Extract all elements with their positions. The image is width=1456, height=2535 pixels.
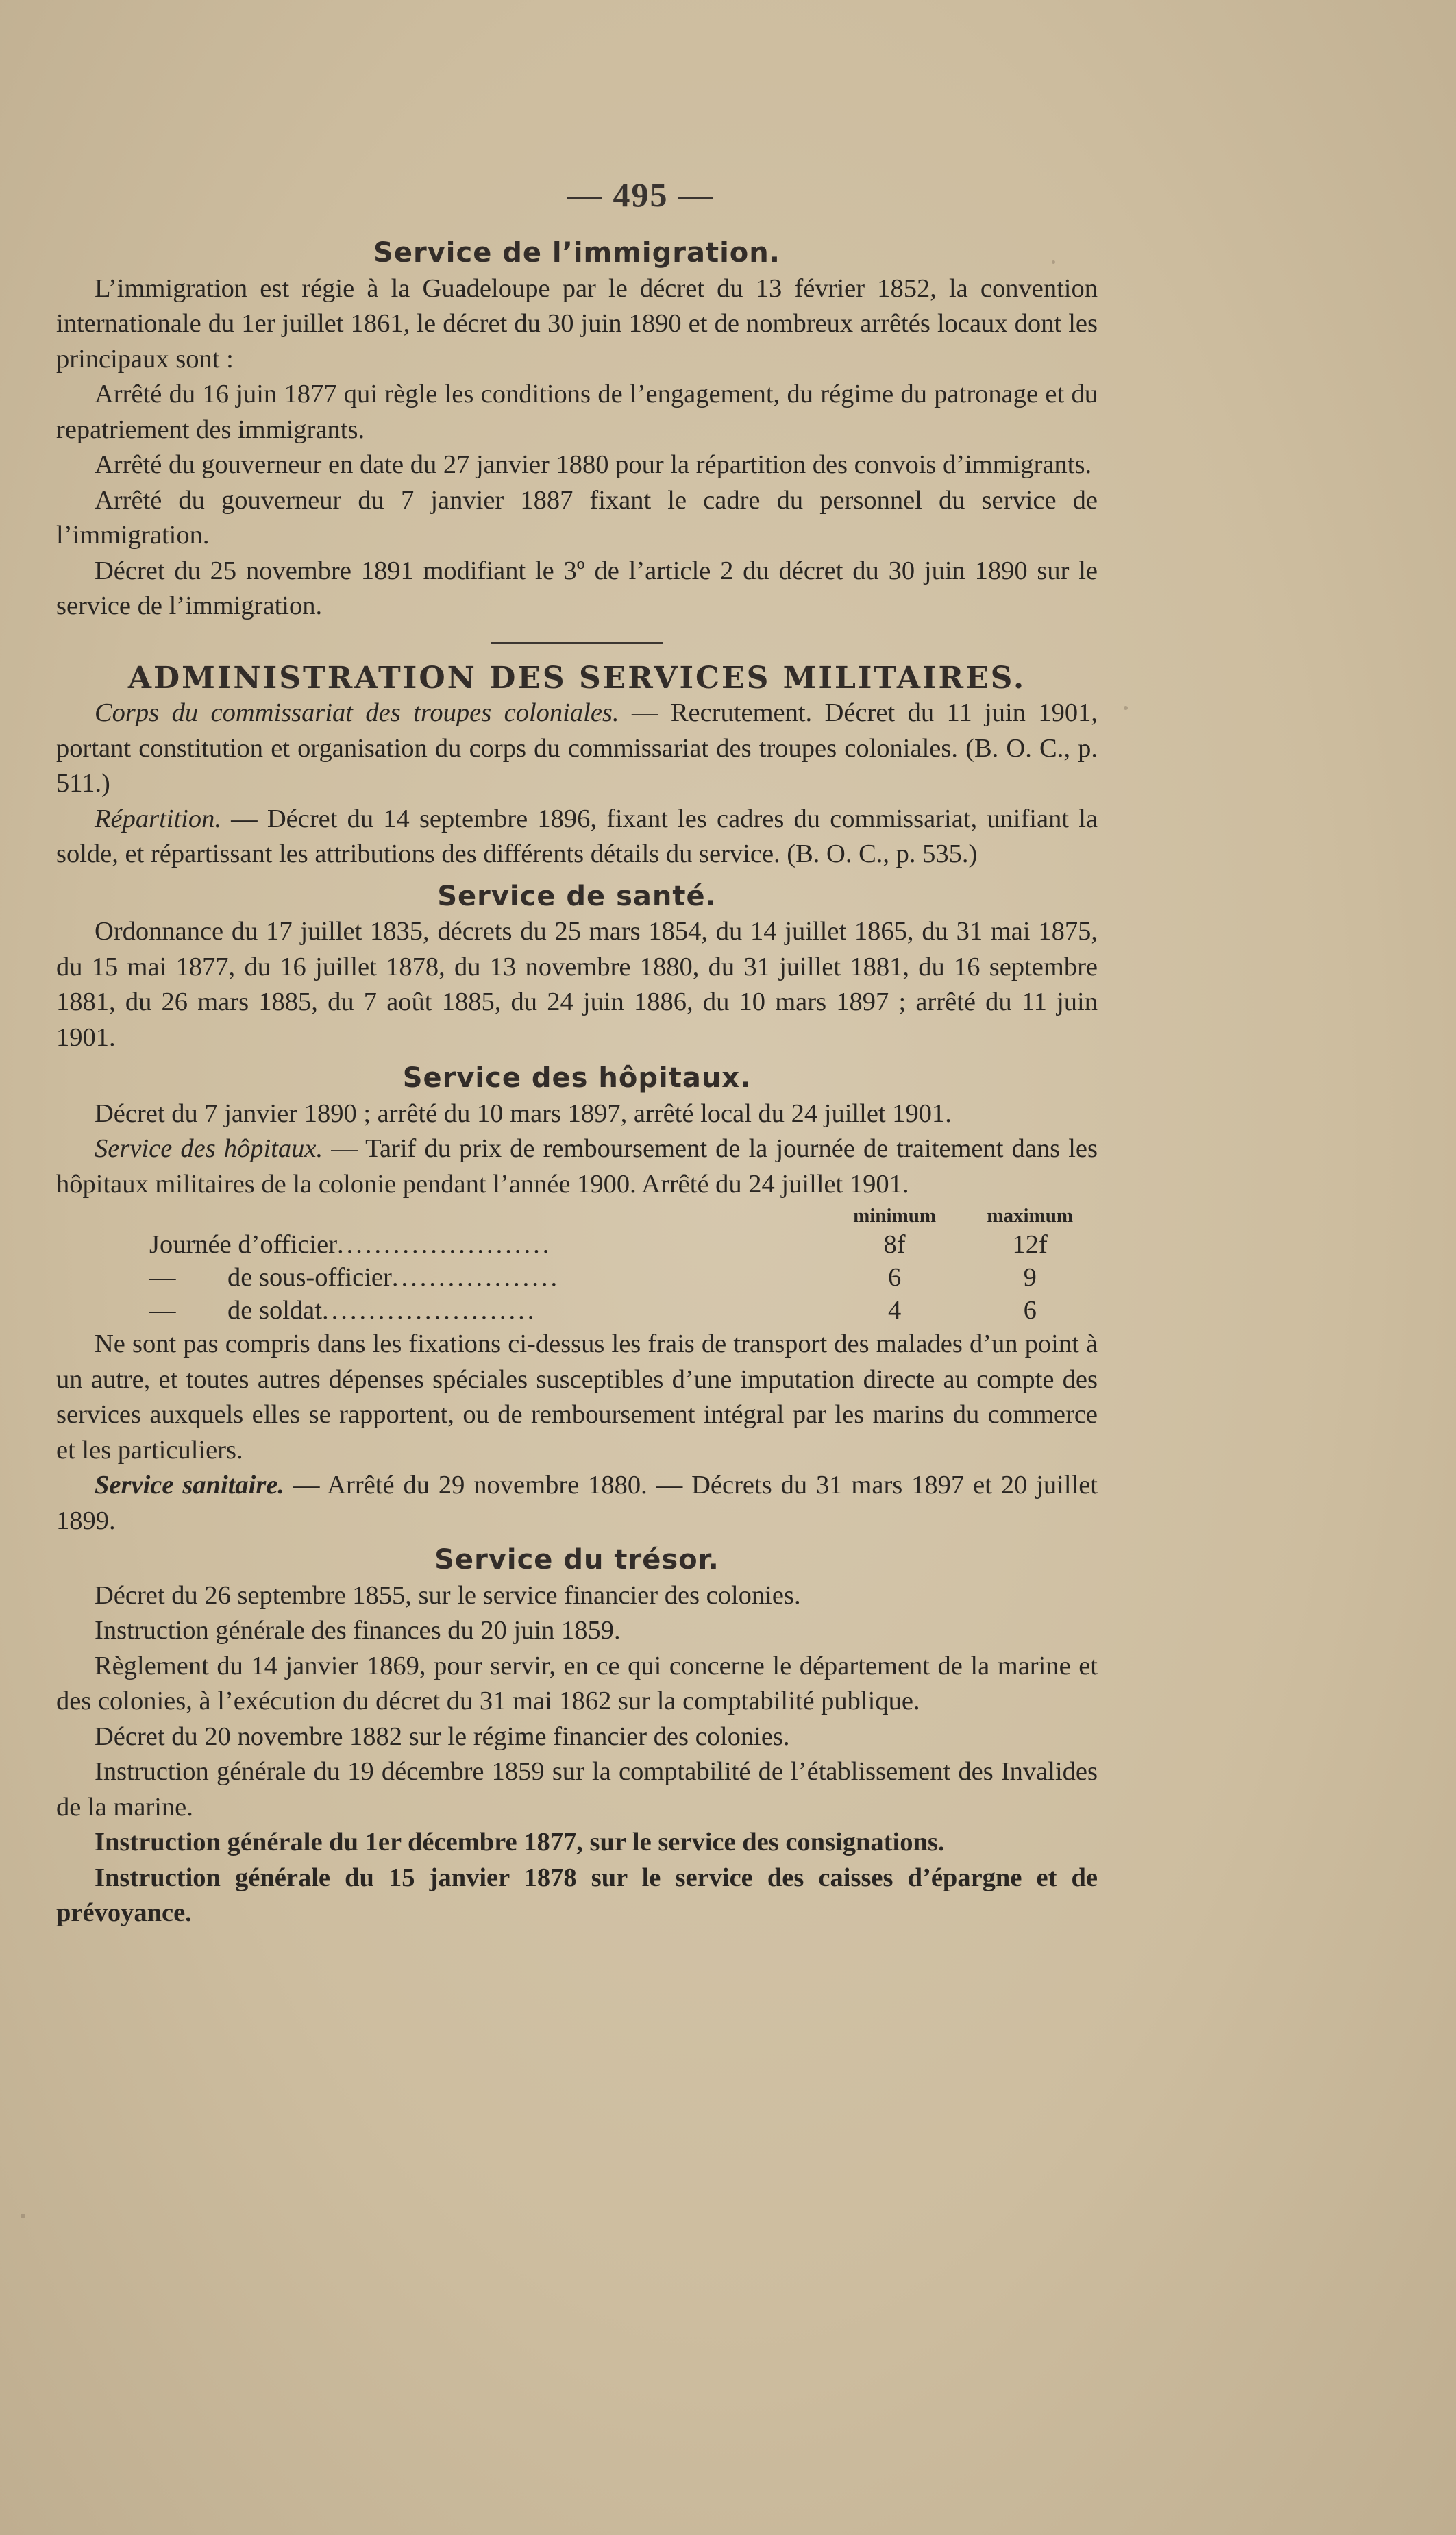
paragraph-text: — Décret du 14 septembre 1896, fixant les cadres du commissariat, unifiant la solde, et répartissant les attributions des différents détails du service. (B. O. C., p. 535.): [56, 804, 1098, 868]
table-row: [56, 1261, 1098, 1294]
column-header-minimum: minimum: [853, 1205, 937, 1227]
italic-lead: Répartition.: [95, 804, 221, 833]
section-hopitaux: [56, 1061, 1098, 1539]
section-tresor: [56, 1543, 1098, 1931]
section-heading: Service de santé.: [437, 880, 717, 912]
paragraph: Décret du 25 novembre 1891 modifiant le 3º de l’article 2 du décret du 30 juin 1890 sur le service de l’immigration.: [56, 556, 1098, 620]
paragraph: [56, 696, 1098, 802]
tarif-table: [56, 1203, 1098, 1327]
paragraph: Décret du 20 novembre 1882 sur le régime financier des colonies.: [95, 1722, 790, 1751]
cell-maximum: 9: [1023, 1263, 1037, 1292]
italic-lead: Service des hôpitaux.: [95, 1134, 323, 1163]
paragraph: Instruction générale du 1er décembre 1877, sur le service des consignations.: [95, 1828, 945, 1857]
section-heading: Service de l’immigration.: [373, 237, 780, 269]
paragraph: Instruction générale du 15 janvier 1878 sur le service des caisses d’épargne et de prévoyance.: [56, 1863, 1098, 1927]
paragraph: Instruction générale du 19 décembre 1859 sur la comptabilité de l’établissement des Invalides de la marine.: [56, 1757, 1098, 1822]
section-heading: Service du trésor.: [434, 1544, 719, 1576]
column-header-maximum: maximum: [987, 1205, 1074, 1227]
paragraph: L’immigration est régie à la Guadeloupe par le décret du 13 février 1852, la convention internationale du 1er juillet 1861, le décret du 30 juin 1890 et de nombreux arrêtés locaux dont les principaux sont :: [56, 273, 1098, 373]
section-heading: Service des hôpitaux.: [402, 1062, 752, 1094]
paragraph: [56, 1468, 1098, 1539]
cell-maximum: 6: [1023, 1296, 1037, 1325]
paragraph: [56, 802, 1098, 872]
paragraph: Décret du 26 septembre 1855, sur le service financier des colonies.: [95, 1580, 801, 1610]
table-row: [56, 1228, 1098, 1261]
italic-lead: Corps du commissariat des troupes coloniales.: [95, 698, 619, 727]
paragraph: Ordonnance du 17 juillet 1835, décrets du 25 mars 1854, du 14 juillet 1865, du 31 mai 1875, du 15 mai 1877, du 16 juillet 1878, du 13 novembre 1880, du 31 juillet 1881, du 16 septembre 1881, du 26 mars 1885, du 7 août 1885, du 24 juin 1886, du 10 mars 1897 ; arrêté du 11 juin 1901.: [56, 917, 1098, 1052]
paragraph-text: — Tarif du prix de remboursement de la journée de traitement dans les hôpitaux militaires de la colonie pendant l’année 1900. Arrêté du 24 juillet 1901.: [56, 1134, 1098, 1199]
paragraph: Règlement du 14 janvier 1869, pour servir, en ce qui concerne le département de la marine et des colonies, à l’exécution du décret du 31 mai 1862 sur la comptabilité publique.: [56, 1651, 1098, 1715]
cell-minimum: 6: [887, 1263, 902, 1292]
paragraph: Arrêté du gouverneur du 7 janvier 1887 fixant le cadre du personnel du service de l’immigration.: [56, 485, 1098, 550]
paragraph: Arrêté du gouverneur en date du 27 janvier 1880 pour la répartition des convois d’immigrants.: [95, 450, 1092, 479]
table-header-row: [56, 1203, 1098, 1228]
paper-speck: [1124, 706, 1128, 710]
row-label: Journée d’officier.......................: [149, 1230, 552, 1259]
chapter-heading: ADMINISTRATION DES SERVICES MILITAIRES.: [127, 660, 1026, 696]
page-number: — 495 —: [567, 175, 714, 214]
cell-minimum: 4: [887, 1296, 902, 1325]
paragraph: Instruction générale des finances du 20 juin 1859.: [95, 1616, 621, 1645]
paragraph: Ne sont pas compris dans les fixations ci-dessus les frais de transport des malades d’un point à un autre, et toutes autres dépenses spéciales susceptibles d’une imputation directe au compte des services auxquels elles se rapportent, ou de remboursement intégral par les marins du commerce et les particuliers.: [56, 1330, 1098, 1465]
row-label: — de soldat.......................: [149, 1296, 537, 1325]
paper-speck: [21, 2214, 25, 2218]
row-label: — de sous-officier..................: [149, 1263, 560, 1292]
paragraph: [56, 1131, 1098, 1202]
paragraph: Décret du 7 janvier 1890 ; arrêté du 10 mars 1897, arrêté local du 24 juillet 1901.: [95, 1099, 952, 1128]
table-row: [56, 1294, 1098, 1327]
paragraph: Arrêté du 16 juin 1877 qui règle les conditions de l’engagement, du régime du patronage et du repatriement des immigrants.: [56, 380, 1098, 444]
section-immigration: [56, 236, 1098, 624]
paper-speck: [1052, 260, 1055, 264]
text-column: [56, 158, 1098, 1931]
italic-lead: Service sanitaire.: [95, 1471, 285, 1499]
section-sante: [56, 879, 1098, 1056]
paragraph-text: — Recrutement. Décret du 11 juin 1901, portant constitution et organisation du corps du commissariat des troupes coloniales. (B. O. C., p. 511.): [56, 698, 1098, 798]
section-militaires: [56, 661, 1098, 872]
cell-minimum: 8f: [883, 1230, 906, 1259]
divider: [491, 642, 663, 644]
paragraph-text: — Arrêté du 29 novembre 1880. — Décrets du 31 mars 1897 et 20 juillet 1899.: [56, 1471, 1098, 1535]
cell-maximum: 12f: [1012, 1230, 1048, 1259]
